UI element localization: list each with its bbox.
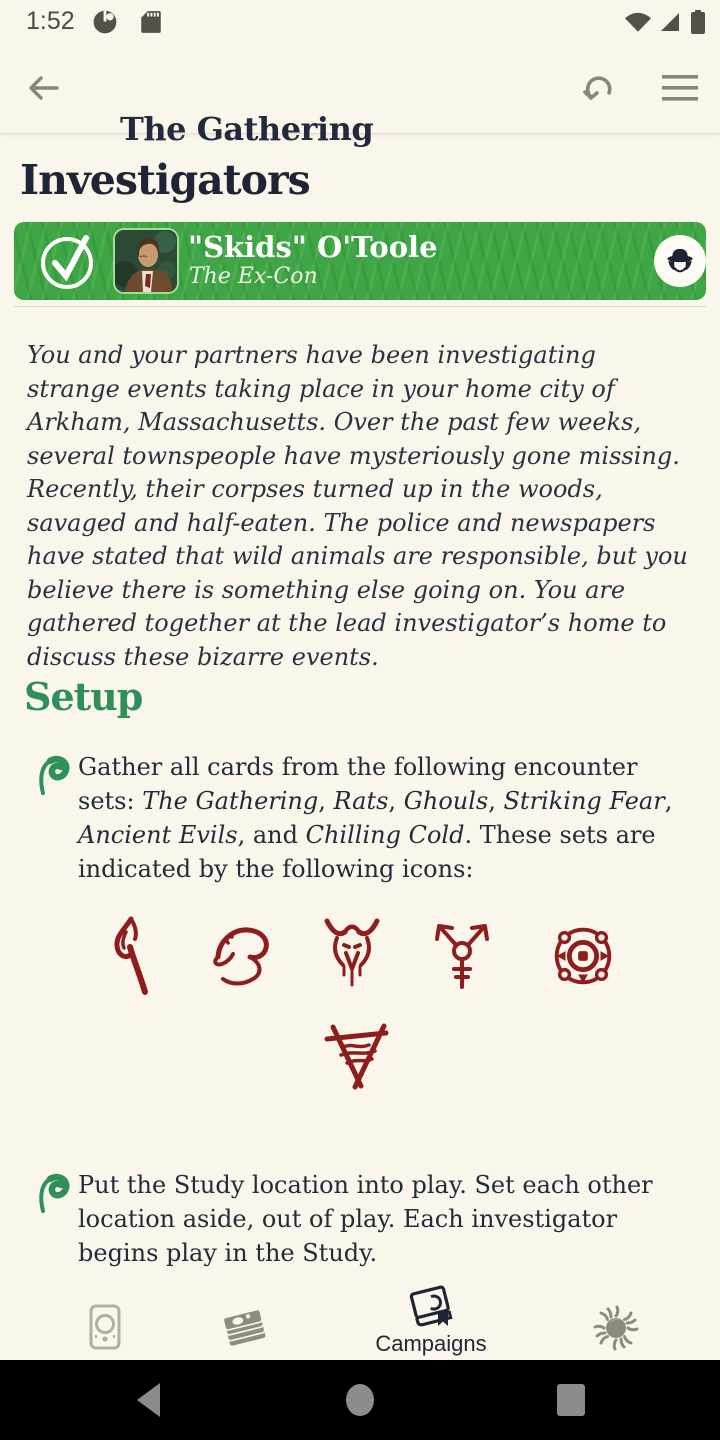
text-segment: ,	[488, 787, 504, 815]
setup-step-2: Put the Study location into play. Set each other location aside, out of play. Each investigator begins play in the Study.	[78, 1171, 653, 1267]
android-recents-icon[interactable]	[554, 1382, 588, 1422]
tab-campaigns[interactable]	[366, 1283, 496, 1357]
encounter-set-icon-the-gathering	[95, 910, 167, 1002]
check-icon[interactable]	[40, 232, 96, 290]
encounter-set-icon-ghouls	[316, 910, 388, 1002]
campaign-book-icon	[405, 1283, 457, 1329]
deck-stack-icon	[219, 1307, 271, 1351]
text-segment: ,	[664, 787, 673, 815]
rogue-class-badge	[654, 235, 706, 287]
encounter-set-icon-chilling-cold	[324, 1018, 396, 1098]
android-navigation-bar	[0, 1360, 720, 1440]
encounter-set-icon-striking-fear	[426, 910, 498, 1002]
sd-card-icon	[138, 9, 164, 39]
signal-icon	[658, 9, 682, 39]
encounter-set-icon-ancient-evils	[547, 910, 619, 1002]
spiral-bullet-icon	[36, 754, 72, 796]
set-name: The Gathering	[142, 787, 319, 815]
bottom-tab-bar	[0, 1283, 720, 1360]
investigator-card[interactable]	[14, 222, 706, 300]
text-segment: Gather all cards from the following encounter sets:	[78, 753, 638, 815]
campaign-intro-text: You and your partners have been investigating strange events taking place in your home city of Arkham, Massachusetts. Over the past few weeks, several townspeople have mysteriously gone missing. Recently, their corpses turned up in the woods, savaged and half-eaten. The police and newspapers have stated that wild animals are responsible, but you believe there is something else going on. You are gathered together at the lead investigator’s home to discuss these bizarre events.	[27, 341, 688, 671]
app-bar	[0, 44, 720, 148]
tab-label-campaigns: Campaigns	[375, 1331, 487, 1356]
tab-cards[interactable]	[40, 1303, 170, 1351]
setup-heading: Setup	[24, 674, 143, 719]
status-bar	[0, 0, 720, 44]
wifi-icon	[622, 9, 654, 39]
mythos-sun-icon	[593, 1305, 639, 1351]
back-arrow-icon[interactable]	[22, 66, 66, 110]
tab-settings[interactable]	[551, 1305, 681, 1351]
detective-icon	[662, 243, 698, 279]
setup-step-1	[78, 750, 698, 886]
android-home-icon[interactable]	[342, 1378, 378, 1426]
investigators-heading: Investigators	[20, 156, 310, 204]
notification-icon	[92, 9, 118, 39]
text-segment: , and	[237, 821, 306, 849]
set-name: Ghouls	[403, 787, 489, 815]
status-clock: 1:52	[26, 7, 75, 35]
investigator-name: "Skids" O'Toole	[188, 230, 438, 264]
spiral-bullet-icon	[36, 1172, 72, 1214]
set-name: Striking Fear	[503, 787, 665, 815]
battery-icon	[688, 8, 708, 40]
encounter-set-icon-rats	[205, 910, 277, 1002]
investigator-subtitle: The Ex-Con	[189, 264, 318, 289]
investigator-avatar	[115, 230, 177, 292]
set-name: Ancient Evils	[78, 821, 238, 849]
set-name: Chilling Cold	[305, 821, 465, 849]
tab-decks[interactable]	[180, 1307, 310, 1351]
text-segment: ,	[388, 787, 404, 815]
set-name: Rats	[333, 787, 389, 815]
undo-icon[interactable]	[578, 66, 622, 110]
android-back-icon[interactable]	[132, 1380, 168, 1424]
text-segment: ,	[318, 787, 334, 815]
text-segment: . These sets are indicated by the following icons:	[78, 821, 656, 883]
divider	[14, 306, 706, 307]
player-card-icon	[85, 1303, 125, 1351]
page-title: The Gathering	[120, 110, 374, 148]
menu-icon[interactable]	[658, 66, 702, 110]
